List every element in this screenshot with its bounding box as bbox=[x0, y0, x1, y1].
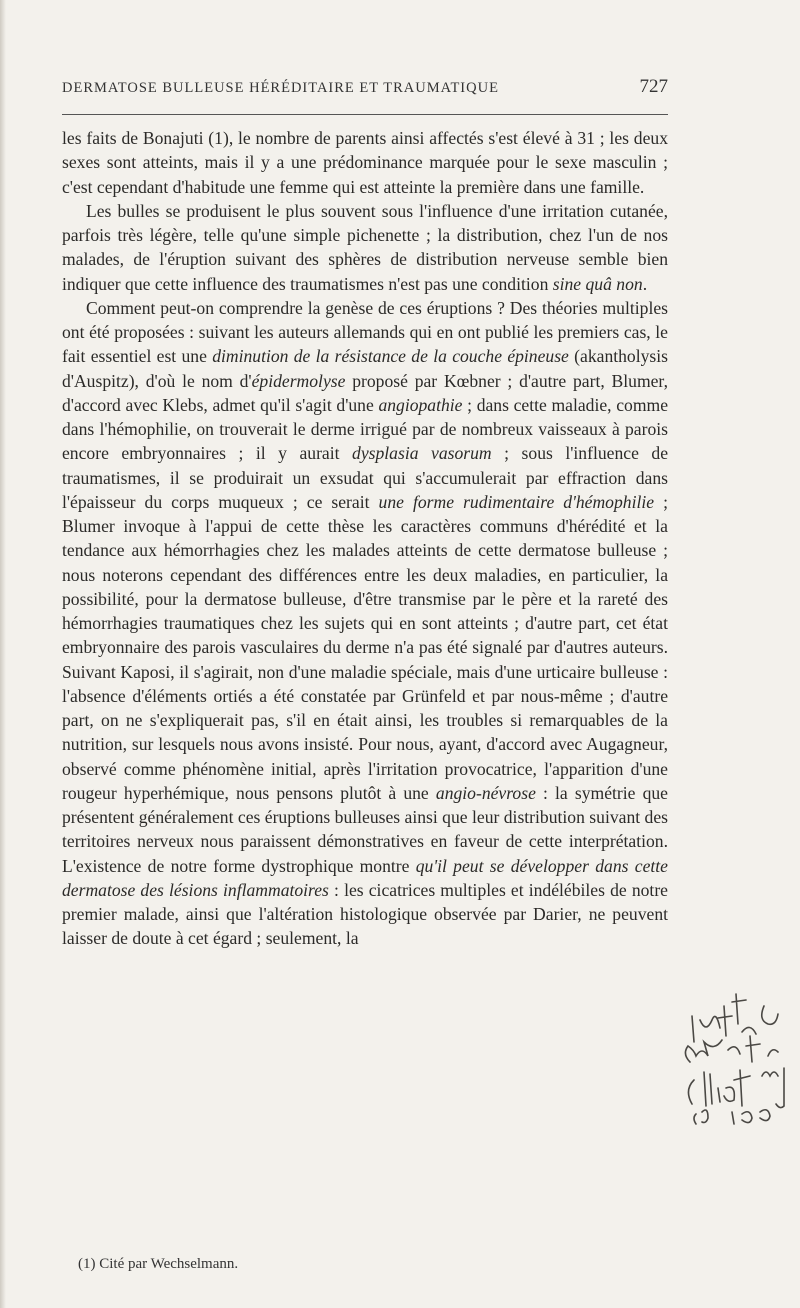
page-number: 727 bbox=[639, 76, 668, 97]
italic-phrase: diminution de la résistance de la couche épineuse bbox=[212, 346, 569, 367]
text-run: Les bulles se produisent le plus souvent sous l'influence d'une irritation cutanée, parfois très légère, telle qu'une simple pichenette ; la distribution, chez l'un de nos malades, de l'éruption suivant des sphères de distribution nerveuse semble bien indiquer que cette influence des traumatismes n'est pas une condition bbox=[62, 200, 668, 294]
text-run: ; Blumer invoque à l'appui de cette thèse les caractères communs d'hérédité et la tendance aux hémorrhagies chez les malades atteints de cette dermatose bulleuse ; nous noterons cependant des différences entre les deux maladies, en particulier, la possibilité, pour la dermatose bulleuse, d'être transmise par le père et la rareté des hémorrhagies traumatiques chez les sujets qui en sont atteints ; d'autre part, cet état embryonnaire des parois vasculaires du derme n'a pas été signalé par d'autres auteurs. Suivant Kaposi, il s'agirait, non d'une maladie spéciale, mais d'une urticaire bulleuse : l'absence d'éléments ortiés a été constatée par Grünfeld et par nous-même ; d'autre part, on ne s'expliquerait pas, s'il en était ainsi, les troubles si remarquables de la nutrition, sur lesquels nous avons insisté. Pour nous, ayant, d'accord avec Augagneur, observé comme phénomène initial, après l'irritation provocatrice, l'apparition d'une rougeur hyperhémique, nous pensons plutôt à une bbox=[62, 491, 668, 803]
paragraph bbox=[62, 296, 668, 951]
paragraph bbox=[62, 126, 668, 199]
text-run: les faits de Bonajuti (1), le nombre de parents ainsi affectés s'est élevé à 31 ; les deux sexes sont atteints, mais il y a une prédominance marquée pour le sexe masculin ; c'est cependant d'habitude une femme qui est atteinte la première dans une famille. bbox=[62, 128, 668, 197]
text-run: Comment peut-on comprendre la genèse de ces éruptions ? Des théories multiples ont été proposées : suivant les auteurs allemands qui en ont publié les premiers cas, le fait essentiel est une bbox=[62, 297, 668, 367]
handwritten-marginalia bbox=[680, 976, 800, 1126]
text-run: (akantholysis d'Auspitz), d'où le nom d' bbox=[62, 346, 668, 391]
text-run: proposé par Kœbner ; d'autre part, Blumer, d'accord avec Klebs, admet qu'il s'agit d'une bbox=[62, 370, 668, 415]
running-title: DERMATOSE BULLEUSE HÉRÉDITAIRE ET TRAUMATIQUE bbox=[62, 80, 499, 96]
text-run: : la symétrie que présentent généralement ces éruptions bulleuses ainsi que leur distribution suivant des territoires nerveux nous paraissent démonstratives en faveur de cette interprétation. L'existence de notre forme dystrophique montre bbox=[62, 782, 668, 876]
italic-phrase: qu'il peut se développer dans cette dermatose des lésions inflammatoires bbox=[62, 855, 668, 900]
handwriting-drawing bbox=[680, 976, 800, 1126]
paragraph bbox=[62, 199, 668, 296]
header-rule bbox=[62, 114, 668, 115]
text-run: ; sous l'influence de traumatismes, il se produirait un exsudat qui s'accumulerait par effraction dans l'épaisseur du corps muqueux ; ce serait bbox=[62, 443, 668, 512]
italic-phrase: angiopathie bbox=[378, 394, 463, 415]
running-head bbox=[62, 76, 668, 98]
text-run: : les cicatrices multiples et indélébiles de notre premier malade, ainsi que l'altération histologique observée par Darier, ne peuvent laisser de doute à cet égard ; seulement, la bbox=[62, 879, 668, 949]
italic-phrase: angio-névrose bbox=[435, 782, 536, 803]
italic-phrase: épidermolyse bbox=[251, 370, 346, 391]
italic-phrase: dysplasia vasorum bbox=[352, 443, 492, 464]
page-binding-edge bbox=[0, 0, 6, 1308]
text-run: ; dans cette maladie, comme dans l'hémophilie, on trouverait le derme irrigué par de nombreux vaisseaux à parois encore embryonnaires ; il y aurait bbox=[62, 394, 669, 464]
body-text bbox=[62, 126, 668, 951]
italic-phrase: sine quâ non bbox=[552, 273, 643, 294]
footnote: (1) Cité par Wechselmann. bbox=[78, 1256, 239, 1272]
text-run: . bbox=[642, 273, 648, 294]
italic-phrase: une forme rudimentaire d'hémophilie bbox=[378, 491, 655, 512]
